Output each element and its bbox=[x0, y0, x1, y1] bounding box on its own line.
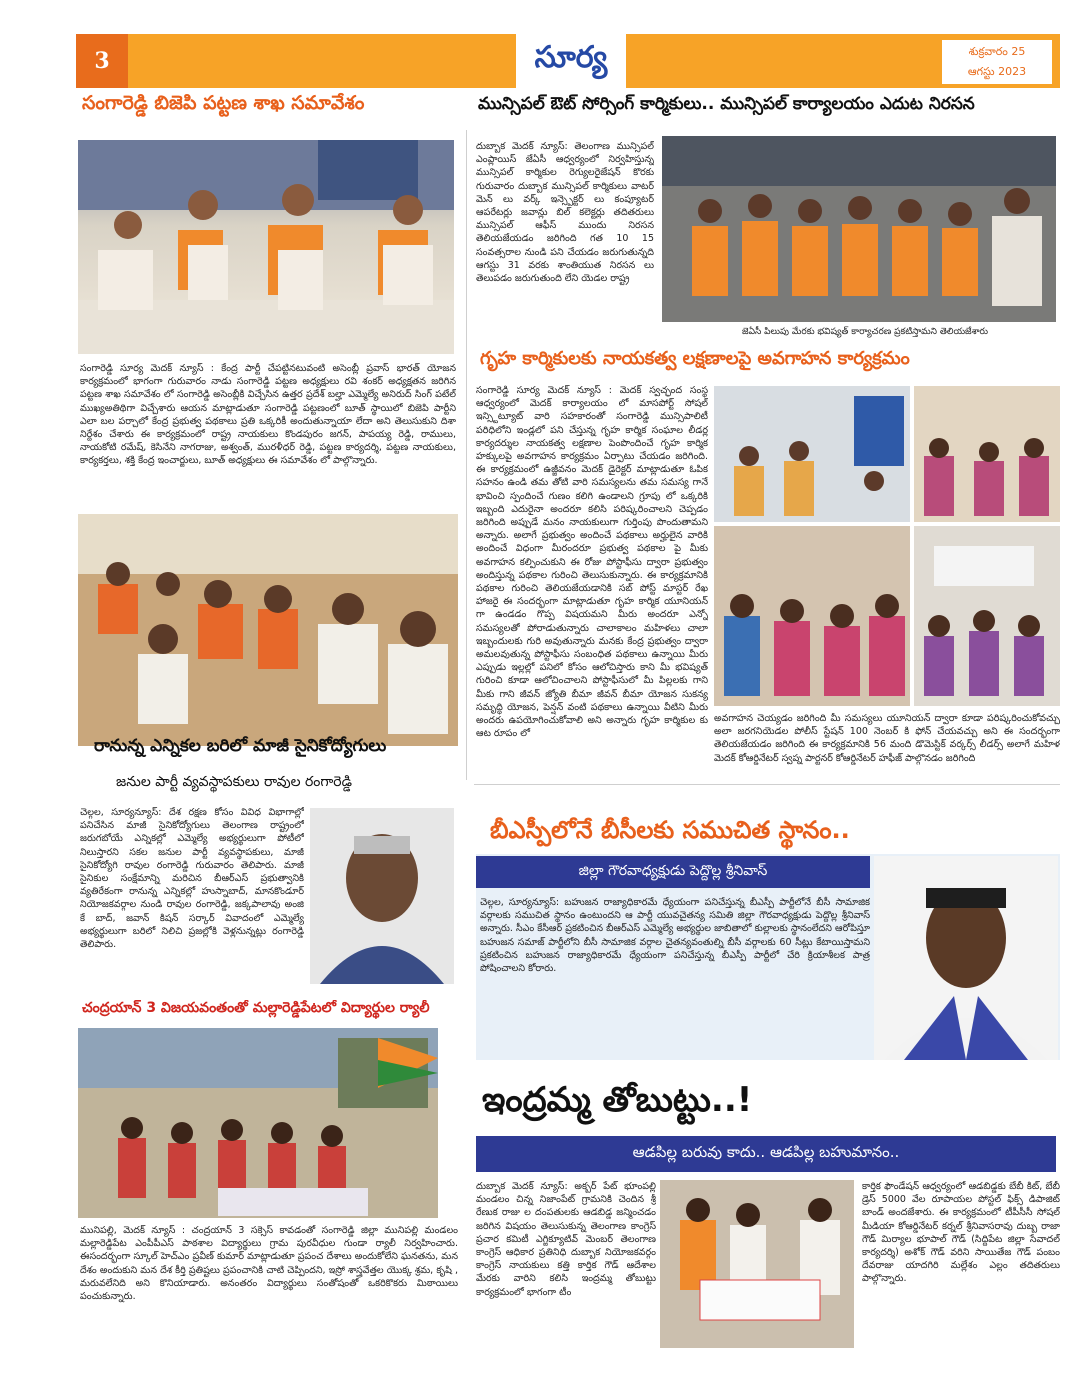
griha-illustration-4 bbox=[914, 526, 1060, 706]
protest-illustration bbox=[662, 136, 1056, 322]
municipal-caption: జెఏసీ పిలుపు మేరకు భవిష్యత్ కార్యాచరణ ప్రకటిస్తామని తెలియజేశారు bbox=[742, 327, 989, 337]
griha-illustration-3 bbox=[714, 526, 910, 706]
bsp-banner: జిల్లా గౌరవాధ్యక్షుడు పెద్దొల్ల శ్రీనివాస్ bbox=[476, 856, 870, 888]
cheque-photo bbox=[660, 1180, 854, 1348]
municipal-headline: మున్సిపల్ ఔట్ సోర్సింగ్ కార్మికులు.. మున్సిపల్ కార్యాలయం ఎదుట నిరసన bbox=[478, 94, 975, 114]
indramma-body: దుబ్బాక మెదక్ న్యూస్: అక్బర్ పేట్ భూంపల్లి మండలం చిన్న నిజాంపేట్ గ్రామనికి చెందిన శ్రీ రేణుక రాజు ల దంపతులకు ఆడబిడ్డ జన్మించడం జరిగిన విషయం తెలుసుకున్న తెలంగాణ కాంగ్రెస్ ప్రచార కమిటీ ఎగ్జిక్యూటివ్ మెంబర్ తెలంగాణ కాంగ్రెస్ ఆధికార ప్రతినిధి దుబ్బాక నియోజకవర్గం కాంగ్రెస్ నాయకులు కత్తి కార్తిక గౌడ్ ఆదేశాల మేరకు వారిని కలిసి ఇంద్రమ్మ తోబుట్టు కార్యక్రమంలో భాగంగా టీం bbox=[476, 1181, 656, 1298]
griha-body-continued: అవగాహన చెయ్యడం జరిగింది మీ సమస్యలు యూనియన్ ద్వారా కూడా పరిష్కరించుకోవచ్చు అలా జరగనియెడల పోలీస్ స్టేషన్ 100 నెంబర్ కి ఫోన్ చేయవచ్చు అని ఈ సందర్భంగా తెలియజేయడం జరిగింది ఈ కార్యక్రమానికి 56 మంది డొమెస్టిక్ వర్కర్స్ లీడర్స్ అలాగే మహిళ మెదక్ కోఆర్డినేటర్ స్వప్న పార్టనర్ కోఆర్డినేటర్ హఫీజ్ పాల్గొనడం జరిగింది bbox=[714, 713, 1060, 764]
audience-photo bbox=[78, 514, 458, 746]
chandrayaan-headline: చంద్రయాన్ 3 విజయవంతంతో మల్లారెడ్డిపేటలో విద్యార్థుల ర్యాలీ bbox=[82, 1000, 430, 1016]
protest-photo bbox=[662, 136, 1056, 322]
indramma-body-continued: కార్తిక ఫౌండేషన్ ఆధ్వర్యంలో ఆడబిడ్డకు బేబీ కిట్, బేబీ డ్రెస్ 5000 వేల రూపాయల పోస్టల్ ఫిక్స్ డిపాజిట్ బాండ్ అందజేశారు. ఈ కార్యక్రమంలో టీపీసీసీ సోషల్ మీడియా కోఆర్డినేటర్ కర్నల్ శ్రీనివాసరావు దుబ్బ రాజా గౌడ్ మిర్యాల భూపాల్ గౌడ్ (సిద్దిపేట జిల్లా సేవాదల్ కార్యదర్శి) అశోక్ గౌడ్ వరిని సాయితేజ గౌడ్ పంబం దేవరాజు యాదగిరి మల్లేశం ఎల్లం తదితరులు పాల్గొన్నారు. bbox=[862, 1181, 1060, 1285]
date-day: శుక్రవారం 25 bbox=[968, 45, 1026, 58]
exservicemen-body: చెల్గల, సూర్యన్యూస్: దేశ రక్షణ కోసం వివిధ విభాగాల్లో పనిచేసిన మాజీ సైనికోద్యోగులు తెలంగాణ రాష్ట్రంలో జరుగబోయే ఎన్నికల్లో ఎమ్మెల్యే అభ్యర్థులుగా పోటీలో నిలుస్తారని సకల జనుల పార్టీ వ్యవస్థాపకులు, మాజీ సైనికోద్యోగి రావుల రంగారెడ్డి గురువారం తెలిపారు. మాజీ సైనికుల సంక్షేమాన్ని మరిచిన బీఆర్ఎస్ ప్రభుత్వానికి వ్యతిరేకంగా రానున్న ఎన్నికల్లో హుస్నాబాద్, మానకొండూర్ నియోజకవర్గాల నుండి రావుల రంగారెడ్డి, జక్కపాలావు అంజి కే బాద్, జవాన్ కిషన్ సర్కార్ వివాదంలో ఎమ్మెల్యే అభ్యర్థులుగా బరిలో నిలిచి ప్రజల్లోకి వెళ్లనున్నట్లు రంగారెడ్డి తెలిపారు. bbox=[80, 807, 304, 951]
bjp-headline: సంగారెడ్డి బిజెపి పట్టణ శాఖ సమావేశం bbox=[82, 92, 365, 114]
bsp-body: చెల్గల, సూర్యన్యూస్: బహుజన రాజ్యాధికారమే ధ్యేయంగా పనిచేస్తున్న బీఎస్పీ పార్టీలోనే బీసీ సామాజిక వర్గాలకు సముచిత స్థానం ఉంటుందని ఆ పార్టీ యువచైతన్య సమితి జిల్లా గౌరవాధ్యక్షుడు పెద్దొల్ల శ్రీనివాస్ అన్నారు. సీఎం కేసీఆర్ ప్రకటించిన బీఆర్ఎస్ ఎమ్మెల్యే అభ్యర్థుల జాబితాలో కుల్లాలకు స్థానంలేదని ఆరోపిస్తూ బహుజన సమాజ్ పార్టీలోని బీసీ సామాజిక వర్గాల చైతన్యవంతుల్ని బీసీ వర్గాలకు 60 సీట్లు కేటాయిస్తామని ప్రకటించిన బహుజన రాజ్యాధికారమే ధ్యేయంగా పనిచేస్తున్న బీఎస్పీ పార్టీలో చేరి క్రియాశీలక పాత్ర పోషించాలని కోరారు. bbox=[480, 897, 870, 975]
griha-photo-2 bbox=[914, 386, 1060, 522]
griha-body: సంగారెడ్డి సూర్య మెదక్ న్యూస్ : మెదక్ స్వచ్ఛంద సంస్థ ఆధ్వర్యంలో మెదక్ కార్యాలయం లో మాసపోర్ట్ సోషల్ ఇన్స్టిట్యూట్ వారి సహకారంతో సంగారెడ్డి మున్సిపాలిటీ పరిధిలోని ఇండ్లలో పని చేస్తున్న గృహ కార్మిక సంఘాల లీడర్ల కార్యదర్శుల నాయకత్వ లక్షణాల పెంపొందించే గృహ కార్మిక హక్కులపై అవగాహన కార్యక్రమం ఏర్పాటు చేయడం జరిగింది. ఈ కార్యక్రమంలో ఉజ్జీవనం మెదక్ డైరెక్టర్ మాట్లాడుతూ ఓపిక సహనం ఉండి తమ తోటి వారి సమస్యలను తమ సమస్య గానే భావించి స్పందించే గుణం కలిగి ఉండాలని గ్రూపు లో ఒక్కరికి ఇబ్బంది ఎదురైనా అందరూ కలిసి పరిష్కరించాలని చెప్పడం జరిగింది అప్పుడే మనం నాయకులుగా గుర్తింపు పొందుతామని అన్నారు. అలాగే ప్రభుత్వం అందించే పథకాలు అర్హులైన వారికి అందించే విధంగా మీరందరూ ప్రభుత్వ పథకాల పై మీకు అవగాహన కల్పించుకుని ఈ రోజు పోస్టాఫీసు ద్వారా ప్రభుత్వం అందిస్తున్న పథకాల గురించి తెలుసుకున్నారు. ఈ కార్యక్రమానికి పథకాల గురించి తెలియజేయడానికి సబ్ పోస్ట్ మాస్టర్ రేఖ హాజరై ఈ సందర్భంగా మాట్లాడుతూ గృహ కార్మిక యూనియన్ గా ఉండడం గొప్ప విషయమని మీరు అందరూ ఎన్నో సమస్యలతో పోరాడుతున్నారు చాలాకాలం మహిళలు చాలా ఇబ్బందులకు గురి అవుతున్నారు మనకు కేంద్ర ప్రభుత్వం ద్వారా అమలవుతున్న పోస్టాఫీసు సంబంధిత పథకాలు ఉన్నాయి మీరు ఎప్పుడు ఇల్లల్లో పనిలో కోసం ఆలోచిస్తారు కాని మీ భవిష్యత్ గురించి కూడా ఆలోచించాలని పోస్టాఫీసులో మీ పిల్లలకు గాని మీకు గాని జీవన్ జ్యోతి బీమా జీవన్ బీమా యోజన సుకన్య సమృద్ధి యోజన, పెన్షన్ వంటి పథకాలు ఉన్నాయి వీటిని మీరు అందరు ఉపయోగించుకోవాలి అని అన్నారు గృహ కార్మికుల కు ఆట రూపం లో bbox=[476, 385, 708, 740]
masthead bbox=[76, 34, 1060, 88]
date-box bbox=[942, 40, 1052, 84]
bsp-headline: బీఎస్పీలోనే బీసీలకు సముచిత స్థానం.. bbox=[490, 816, 850, 844]
bjp-meeting-illustration bbox=[78, 140, 454, 354]
rally-illustration bbox=[78, 1028, 438, 1218]
griha-headline: గృహ కార్మికులకు నాయకత్వ లక్షణాలపై అవగాహన కార్యక్రమం bbox=[480, 348, 910, 369]
griha-photo-1 bbox=[714, 386, 910, 522]
page-number: 3 bbox=[76, 34, 128, 88]
chandrayaan-body: మునిపల్లి, మెదక్ న్యూస్ : చంద్రయాన్ 3 సక్సెస్ కావడంతో సంగారెడ్డి జిల్లా మునిపల్లి మండలం మల్లారెడ్డిపేట ఎంపీపీఎస్ పాఠశాల విద్యార్థులు గ్రామ పురవీధుల గుండా ర్యాలీ నిర్వహించారు. ఈసందర్భంగా స్కూల్ హెచ్ఎం ప్రవీణ్ కుమార్ మాట్లాడుతూ ప్రపంచ దేశాలు అందుకోలేని ఘనతను, మన దేశం అందుకుని మన దేశ కీర్తి ప్రతిష్టలు ప్రపంచానికి చాటి చెప్పిందని, ఇస్రో శాస్త్రవేత్తల యొక్క శ్రమ, కృషి , మరువలేనిది అని కొనియాడారు. అనంతరం విద్యార్థులు సంతోషంతో ఒకరికొకరు మిఠాయిలు పంచుకున్నారు. bbox=[80, 1225, 458, 1303]
newspaper-page bbox=[76, 30, 1060, 1350]
griha-photo-3 bbox=[714, 526, 910, 706]
rangareddy-portrait-illustration bbox=[310, 808, 454, 984]
date-month: ఆగస్టు 2023 bbox=[967, 65, 1027, 78]
municipal-body: దుబ్బాక మెదక్ న్యూస్: తెలంగాణ మున్సిపల్ ఎంప్లాయిస్ జేఏసీ ఆధ్వర్యంలో నిర్వహిస్తున్న మున్సిపల్ కార్మికుల రెగ్యులరైజేషన్ కొరకు గురువారం దుబ్బాక మున్సిపల్ కార్మికులు వాటర్ మెన్ లు వర్క్ ఇన్స్పెక్టర్ లు కంప్యూటర్ ఆపరేటర్లు జవాన్లు బిల్ కలెక్టర్లు తదితరులు మున్సిపల్ ఆఫీస్ ముందు నిరసన తెలియజేయడం జరిగింది గత 10 15 సంవత్సరాల నుండి పని చేయడం జరుగుతున్నది ఆగస్టు 31 వరకు శాంతియుత నిరసన లు తెలుపడం జరుగుతుంది లేని యెడల రాష్ట్ర bbox=[476, 141, 654, 285]
exservicemen-subhead: జనుల పార్టీ వ్యవస్థాపకులు రావుల రంగారెడ్డి bbox=[116, 774, 352, 790]
rally-photo bbox=[78, 1028, 438, 1218]
exservicemen-headline: రానున్న ఎన్నికల బరిలో మాజీ సైనికోద్యోగులు bbox=[94, 736, 387, 756]
indramma-banner: ఆడపిల్ల బరువు కాదు.. ఆడపిల్ల బహుమానం.. bbox=[476, 1136, 1056, 1172]
cheque-illustration bbox=[660, 1180, 854, 1348]
logo bbox=[516, 34, 626, 88]
griha-photo-4 bbox=[914, 526, 1060, 706]
srinivas-portrait-illustration bbox=[874, 856, 1058, 1060]
logo-text: సూర్య bbox=[534, 40, 608, 75]
column-divider bbox=[466, 130, 467, 780]
indramma-headline: ఇంద్రమ్మ తోబుట్టు..! bbox=[482, 1080, 753, 1120]
bjp-body: సంగారెడ్డి సూర్య మెదక్ న్యూస్ : కేంద్ర పార్టీ చేపట్టినటువంటి అసెంబ్లీ ప్రవాస్ భారత్ యోజన కార్యక్రమంలో భాగంగా గురువారం నాడు సంగారెడ్డి పట్టణ అధ్యక్షులు రవి శంకర్ అధ్యక్షతన జరిగిన పట్టణ శాఖ సమావేశం లో సంగారెడ్డి అసెంబ్లీకి విచ్చేసిన ఉత్తర ప్రదేశ్ బల్హా ఎమ్మెల్యే అనిరుద్ సింగ్ పటేల్ ముఖ్యఅతిథిగా విచ్చేశారు ఆయన మాట్లాడుతూ సంగారెడ్డి పట్టణంలో బూత్ స్థాయిలో బిజెపి పార్టీని ఎలా బల పర్చాలో కేంద్ర ప్రభుత్వ పథకాలు ప్రతి ఒక్కరికీ అందుతున్నాయా లేదా అని తెలుసుకుని దిశా నిర్దేశం చేశారు ఈ కార్యక్రమంలో రాష్ట్ర నాయకులు కొండపురం జగన్, పాపయ్య రెడ్డి, రాములు, నాయకోటి రమేష్, కెసినేని నాగరాజు, అశ్వంత్, మురళీధర్ రెడ్డి, పట్టణ కార్యదర్శి, పట్టణ నాయకులు, కార్యకర్తలు, శక్తి కేంద్ర ఇంచార్జులు, బూత్ అధ్యక్షులు ఈ సమావేశం లో పాల్గొన్నారు. bbox=[80, 363, 456, 467]
rangareddy-portrait bbox=[310, 808, 454, 984]
section-divider bbox=[474, 784, 1060, 785]
bjp-meeting-photo bbox=[78, 140, 454, 354]
audience-illustration bbox=[78, 514, 458, 746]
griha-illustration-1 bbox=[714, 386, 910, 522]
griha-illustration-2 bbox=[914, 386, 1060, 522]
srinivas-portrait bbox=[874, 856, 1058, 1060]
